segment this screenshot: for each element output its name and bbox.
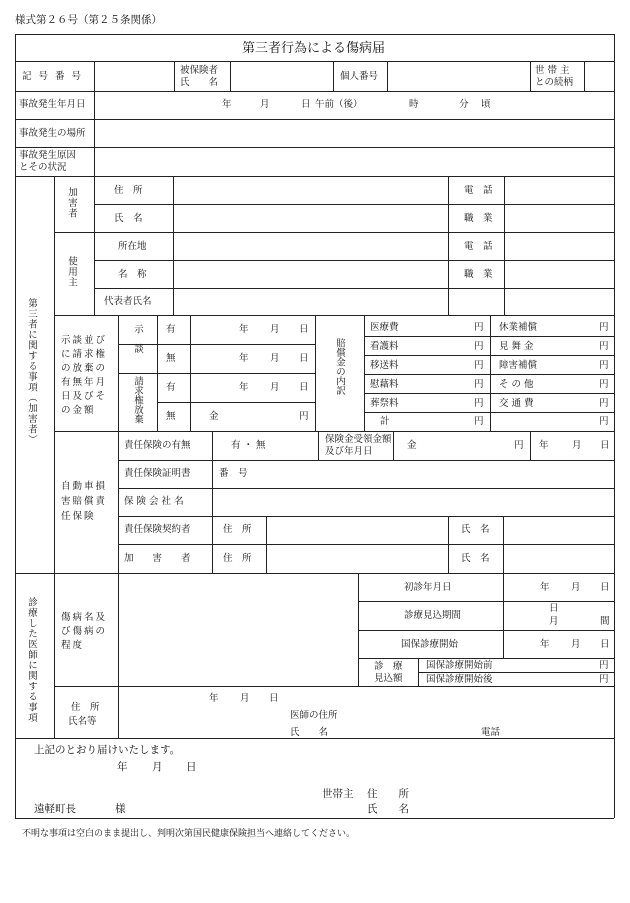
jidan-no-day: 日 [299, 353, 309, 364]
seikyu-yes[interactable]: 有 [166, 382, 176, 393]
comp-item-consolation: 慰藉料 [370, 379, 399, 390]
seikyu-no[interactable]: 無 [166, 411, 176, 422]
label-employer-name: 名 称 [118, 269, 147, 280]
section-third-party: 第三者に関する事項（加害者） [26, 298, 37, 445]
kigo-bango-field[interactable] [95, 62, 173, 90]
doctor-info-field[interactable] [119, 687, 613, 737]
form-title: 第三者行為による傷病届 [242, 41, 386, 56]
label-after-nhi: 国保診療開始後 [426, 674, 493, 685]
accident-cause-field[interactable] [95, 148, 613, 175]
contractor-name-field[interactable] [504, 517, 613, 543]
kojin-bango-field[interactable] [388, 62, 529, 90]
employer-location-field[interactable] [174, 233, 447, 259]
label-seikyu: 請求権放棄 [132, 376, 143, 424]
employer-occupation-field[interactable] [505, 261, 613, 287]
comp-item-funeral: 葬祭料 [370, 398, 399, 409]
recipient-sama: 様 [115, 803, 126, 815]
comp-yen: 円 [474, 379, 484, 390]
accident-year-unit: 年 [222, 99, 232, 110]
label-estimate-2: 見込額 [374, 673, 403, 684]
label-payout-1: 保険金受領金額 [325, 434, 392, 445]
accident-month-unit: 月 [260, 99, 270, 110]
comp-yen: 円 [474, 322, 484, 333]
label-householder-address: 住 所 [367, 788, 409, 800]
label-kagaisha-address: 住 所 [114, 185, 143, 196]
label-doctor-location: 医師の住所 [290, 710, 338, 721]
kagaisha-name-field[interactable] [174, 205, 447, 231]
first-visit-year: 年 [540, 582, 550, 593]
nhi-start-day: 日 [600, 639, 610, 650]
injury-label-line: 程度 [61, 640, 85, 651]
label-payout-2: 及び年月日 [325, 446, 373, 457]
comp-yen: 円 [599, 416, 609, 427]
accident-day-unit: 日 [301, 99, 311, 110]
footer-month: 月 [152, 761, 163, 773]
comp-yen: 円 [474, 398, 484, 409]
statement: 上記のとおり届けいたします。 [34, 744, 181, 756]
seikyu-no-kin: 金 [209, 411, 219, 422]
after-nhi-yen: 円 [599, 674, 609, 685]
relationship-field[interactable] [585, 62, 613, 90]
first-visit-month: 月 [571, 582, 581, 593]
accident-ampm: 午前（後） [315, 99, 363, 110]
label-kagaisha-name: 氏 名 [114, 213, 143, 224]
label-kagaisha-occupation: 職 業 [464, 213, 493, 224]
before-nhi-yen: 円 [599, 660, 609, 671]
comp-item-other: そ の 他 [499, 379, 534, 390]
accident-place-field[interactable] [95, 120, 613, 146]
doctor-year: 年 [209, 693, 219, 704]
label-company: 保 険 会 社 名 [124, 496, 184, 507]
accident-hour-unit: 時 [409, 99, 419, 110]
label-doctor-address-2: 氏名等 [68, 716, 97, 727]
label-before-nhi: 国保診療開始前 [426, 660, 493, 671]
jidan-no-year: 年 [239, 353, 249, 364]
label-perp-name: 氏 名 [461, 553, 490, 564]
label-perp-address: 住 所 [223, 553, 252, 564]
comp-yen: 円 [599, 379, 609, 390]
label-accident-date: 事故発生年月日 [19, 99, 86, 110]
accident-about: 頃 [481, 99, 491, 110]
injury-field[interactable] [119, 574, 357, 685]
payout-day: 日 [600, 440, 610, 451]
label-employer-location: 所在地 [118, 241, 147, 252]
label-perpetrator: 加 害 者 [124, 553, 191, 564]
label-householder: 世帯主 [322, 788, 354, 800]
period-month: 月 [549, 616, 559, 627]
label-first-visit: 初診年月日 [404, 582, 452, 593]
first-visit-day: 日 [600, 582, 610, 593]
recipient: 遠軽町長 [34, 803, 76, 815]
jidan-yes[interactable]: 有 [166, 324, 176, 335]
settlement-label-line: に請求権 [61, 349, 108, 360]
comp-yen: 円 [599, 341, 609, 352]
contractor-address-field[interactable] [267, 517, 447, 543]
accident-date-field[interactable] [95, 92, 613, 118]
form-number: 様式第２６号（第２５条関係） [15, 14, 162, 26]
doctor-month: 月 [240, 693, 250, 704]
seikyu-yes-day: 日 [299, 382, 309, 393]
label-compensation: 賠償金の内訳 [334, 338, 345, 395]
footer-note: 不明な事項は空白のまま提出し、判明次第国民健康保険担当へ連絡してください。 [22, 829, 356, 839]
comp-item-transport: 移送料 [370, 360, 399, 371]
hihokensha-name-field[interactable] [231, 62, 332, 90]
auto-ins-label-line: 害賠償責 [61, 496, 108, 507]
label-kagaisha-phone: 電 話 [464, 185, 493, 196]
label-accident-place: 事故発生の場所 [19, 128, 86, 139]
label-setainushi-1: 世 帯 主 [535, 65, 570, 76]
doctor-day: 日 [269, 693, 279, 704]
kagaisha-phone-field[interactable] [505, 177, 613, 203]
footer-day: 日 [186, 761, 197, 773]
label-cert-number: 番 号 [219, 468, 248, 479]
footer-year: 年 [117, 761, 128, 773]
label-householder-name: 氏 名 [367, 803, 409, 815]
settlement-label-line: 日及びそ [61, 391, 108, 402]
label-accident-cause-2: とその状況 [19, 162, 67, 173]
perp-name-field[interactable] [504, 545, 613, 572]
label-employer-phone: 電 話 [464, 241, 493, 252]
settlement-label-line: の金額 [61, 405, 96, 416]
label-doctor-address-1: 住 所 [71, 702, 100, 713]
comp-yen: 円 [599, 322, 609, 333]
injury-label-line: 傷病名及 [61, 612, 108, 623]
auto-ins-label-line: 自動車損 [61, 481, 108, 492]
label-nhi-start: 国保診療開始 [401, 639, 459, 650]
label-liability: 責任保険の有無 [124, 440, 191, 451]
comp-item-medical: 医療費 [370, 322, 399, 333]
label-kojin-bango: 個人番号 [340, 71, 379, 82]
label-representative: 代表者氏名 [104, 296, 152, 307]
label-certificate: 責任保険証明書 [124, 468, 191, 479]
nhi-start-month: 月 [571, 639, 581, 650]
payout-year: 年 [539, 440, 549, 451]
injury-label-line: び傷病の [61, 626, 108, 637]
cert-number-field[interactable] [266, 461, 613, 487]
settlement-label-line: の放棄の [61, 363, 108, 374]
kagaisha-address-field[interactable] [174, 177, 447, 203]
settlement-label-line: 有無年月 [61, 377, 108, 388]
label-estimate-1: 診 療 [374, 661, 403, 672]
label-employer-occupation: 職 業 [464, 269, 493, 280]
perp-address-field[interactable] [267, 545, 447, 572]
payout-kin: 金 [407, 440, 417, 451]
comp-yen: 円 [474, 341, 484, 352]
kagaisha-occupation-field[interactable] [505, 205, 613, 231]
label-contractor: 責任保険契約者 [124, 524, 191, 535]
label-jidan: 示談 [132, 324, 143, 363]
comp-item-disability: 障害補償 [499, 360, 538, 371]
comp-item-nursing: 看護料 [370, 341, 399, 352]
period-kan: 間 [600, 616, 610, 627]
comp-item-sympathy: 見 舞 金 [499, 341, 534, 352]
seikyu-yes-year: 年 [239, 382, 249, 393]
label-kigo-bango: 記 号 番 号 [22, 71, 84, 82]
comp-item-total: 計 [380, 416, 390, 427]
label-employer: 使用主 [66, 256, 77, 288]
label-expected-period: 診療見込期間 [404, 610, 462, 621]
label-doctor-phone: 電話 [481, 727, 501, 738]
nhi-start-year: 年 [540, 639, 550, 650]
liability-yes-no[interactable]: 有 ・ 無 [231, 440, 266, 451]
label-accident-cause-1: 事故発生原因 [19, 150, 77, 161]
payout-month: 月 [572, 440, 582, 451]
label-contractor-address: 住 所 [223, 524, 252, 535]
jidan-yes-day: 日 [299, 324, 309, 335]
seikyu-yes-month: 月 [270, 382, 280, 393]
period-day: 日 [549, 603, 559, 614]
label-hihokensha-1: 被保険者 [180, 65, 219, 76]
payout-yen: 円 [514, 440, 524, 451]
jidan-yes-month: 月 [270, 324, 280, 335]
employer-phone-field[interactable] [505, 233, 613, 259]
jidan-no-month: 月 [270, 353, 280, 364]
comp-yen: 円 [599, 360, 609, 371]
company-field[interactable] [213, 489, 613, 515]
settlement-label-line: 示談並び [61, 335, 108, 346]
employer-name-field[interactable] [174, 261, 447, 287]
comp-item-leave: 休業補償 [499, 322, 538, 333]
label-hihokensha-2: 氏 名 [180, 77, 219, 88]
comp-yen: 円 [599, 398, 609, 409]
comp-yen: 円 [474, 360, 484, 371]
label-doctor-name: 氏 名 [290, 727, 329, 738]
auto-ins-label-line: 任保険 [61, 511, 96, 522]
representative-field[interactable] [174, 289, 447, 314]
jidan-no[interactable]: 無 [166, 353, 176, 364]
comp-item-traffic: 交 通 費 [499, 398, 534, 409]
section-doctor: 診療した医師に関する事項 [26, 597, 37, 723]
label-setainushi-2: との続柄 [535, 77, 574, 88]
jidan-yes-year: 年 [239, 324, 249, 335]
comp-yen: 円 [474, 416, 484, 427]
label-kagaisha: 加害者 [66, 187, 77, 219]
label-contractor-name: 氏 名 [461, 524, 490, 535]
accident-minute-unit: 分 [459, 99, 469, 110]
householder-field[interactable] [420, 780, 610, 816]
seikyu-no-yen: 円 [299, 411, 309, 422]
